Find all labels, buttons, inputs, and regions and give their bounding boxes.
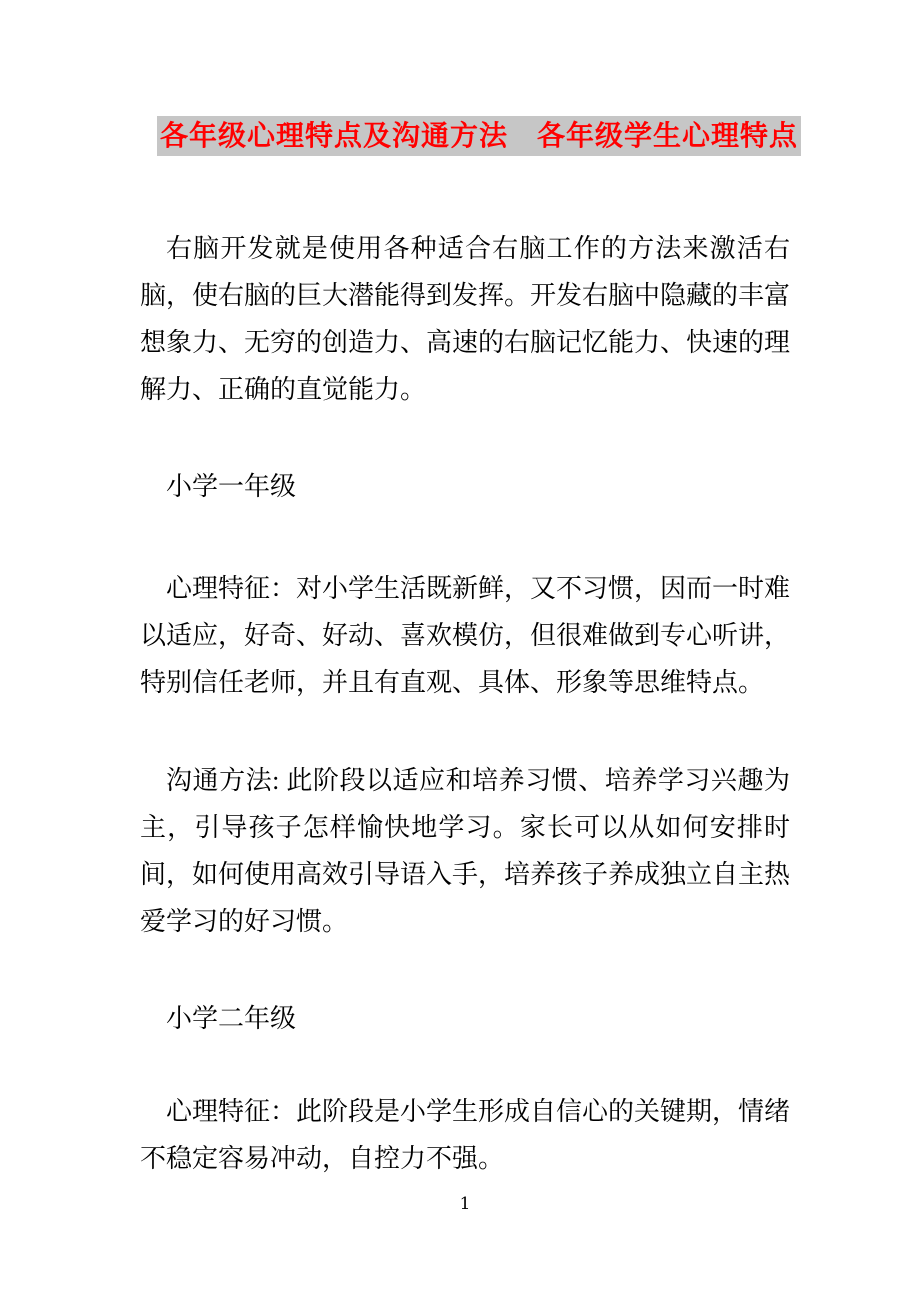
grade2-heading: 小学二年级 — [166, 1004, 297, 1033]
intro-paragraph: 右脑开发就是使用各种适合右脑工作的方法来激活右脑，使右脑的巨大潜能得到发挥。开发右脑中隐藏的丰富想象力、无穷的创造力、高速的右脑记忆能力、快速的理解力、正确的直觉能力。 — [140, 234, 791, 404]
page-number: 1 — [459, 1194, 471, 1214]
grade1-communication-paragraph: 沟通方法: 此阶段以适应和培养习惯、培养学习兴趣为主，引导孩子怎样愉快地学习。家长可以从如何安排时间，如何使用高效引导语入手，培养孩子养成独立自主热爱学习的好习惯。 — [140, 766, 791, 936]
grade1-heading: 小学一年级 — [166, 472, 297, 501]
grade2-psych-paragraph: 心理特征：此阶段是小学生形成自信心的关键期，情绪不稳定容易冲动，自控力不强。 — [140, 1097, 791, 1173]
title-line — [157, 116, 799, 156]
grade1-psych-paragraph: 心理特征：对小学生活既新鲜，又不习惯，因而一时难以适应，好奇、好动、喜欢模仿，但很难做到专心听讲，特别信任老师，并且有直观、具体、形象等思维特点。 — [140, 574, 791, 697]
document-content — [0, 116, 799, 1214]
document-title: 各年级心理特点及沟通方法 各年级学生心理特点 — [157, 116, 801, 156]
